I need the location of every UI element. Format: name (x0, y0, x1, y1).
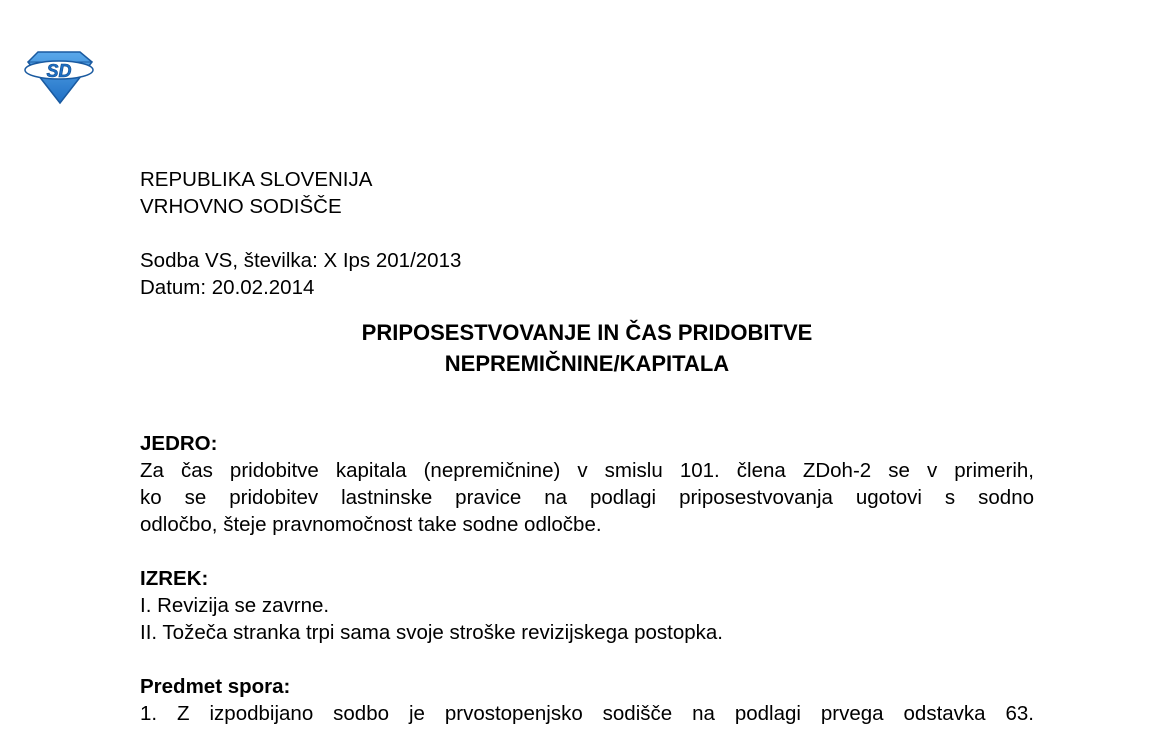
jedro-line: odločbo, šteje pravnomočnost take sodne odločbe. (140, 513, 602, 536)
izrek-item: I. Revizija se zavrne. (140, 594, 330, 617)
jedro-line: ko se pridobitev lastninske pravice na podlagi priposestvovanja ugotovi s sodno (140, 486, 1034, 509)
decision-date: Datum: 20.02.2014 (140, 276, 315, 299)
jedro-paragraph (140, 457, 1034, 538)
jedro-heading: JEDRO: (140, 432, 218, 455)
document-body (140, 166, 1034, 727)
predmet-line: 1. Z izpodbijano sodbo je prvostopenjsko sodišče na podlagi prvega odstavka 63. (140, 702, 1034, 725)
izrek-heading: IZREK: (140, 567, 209, 590)
court-name: VRHOVNO SODIŠČE (140, 195, 342, 218)
title-line-1: PRIPOSESTVOVANJE IN ČAS PRIDOBITVE (361, 320, 813, 345)
case-number: Sodba VS, številka: X Ips 201/2013 (140, 249, 462, 272)
sd-logo-icon (22, 48, 96, 106)
predmet-paragraph (140, 700, 1034, 727)
izrek-item: II. Tožeča stranka trpi sama svoje stroške revizijskega postopka. (140, 621, 723, 644)
country-name: REPUBLIKA SLOVENIJA (140, 168, 373, 191)
document-title (140, 317, 1034, 379)
svg-text:SD: SD (46, 61, 72, 81)
jedro-line: Za čas pridobitve kapitala (nepremičnine) v smislu 101. člena ZDoh-2 se v primerih, (140, 459, 1034, 482)
predmet-heading: Predmet spora: (140, 675, 291, 698)
title-line-2: NEPREMIČNINE/KAPITALA (444, 351, 730, 376)
